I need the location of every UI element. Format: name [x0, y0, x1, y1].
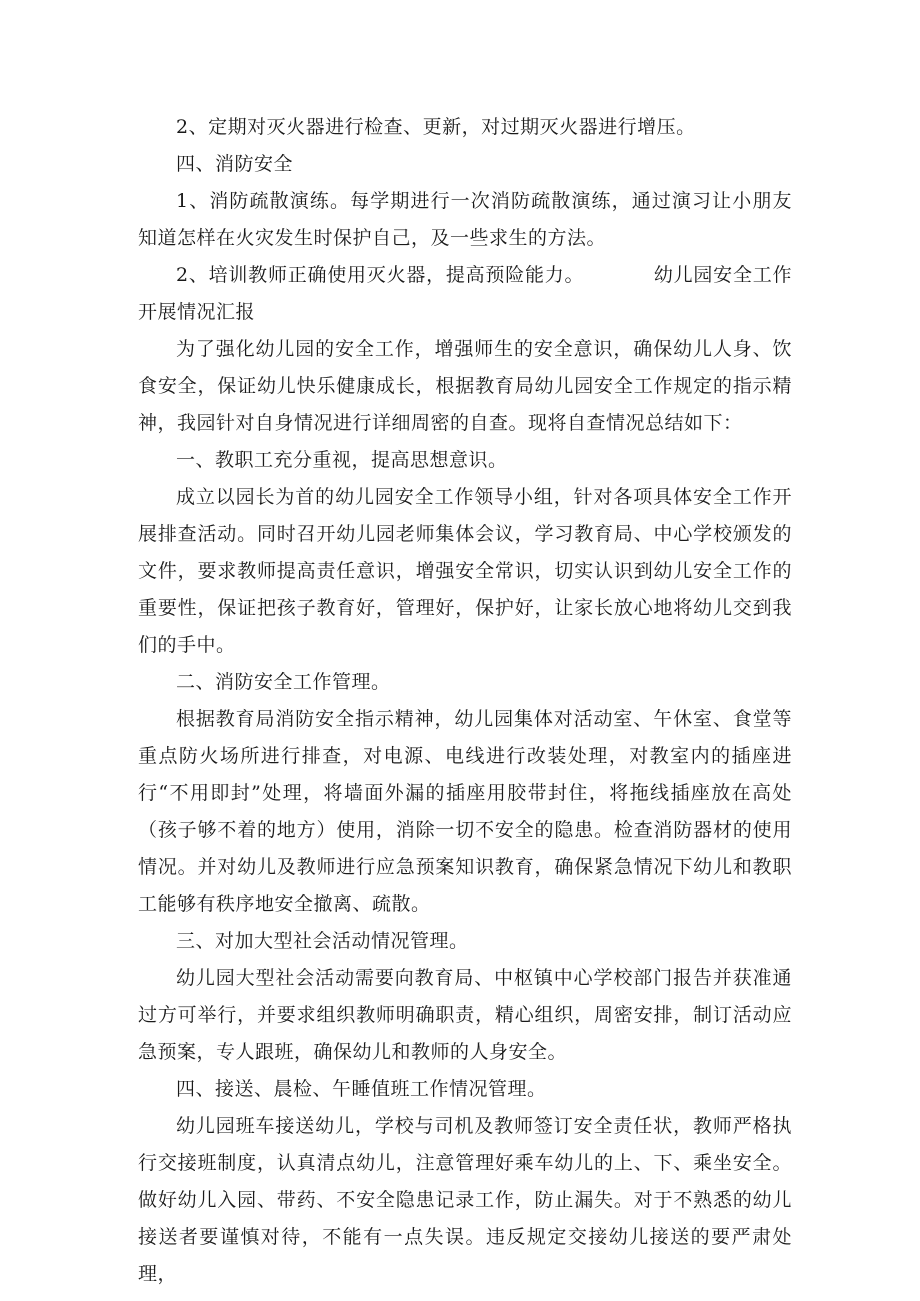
- paragraph-fire-inspection: 根据教育局消防安全指示精神，幼儿园集体对活动室、午休室、食堂等重点防火场所进行排查，对电源、电线进行改装处理，对教室内的插座进行“不用即封”处理，将墙面外漏的插座用胶带封住，将拖线插座放在高处（孩子够不着的地方）使用，消除一切不安全的隐患。检查消防器材的使用情况。并对幼儿及教师进行应急预案知识教育，确保紧急情况下幼儿和教职工能够有秩序地安全撤离、疏散。: [138, 708, 792, 915]
- document-body: [138, 109, 792, 1293]
- heading-fire-safety: 四、消防安全: [176, 153, 294, 175]
- paragraph-safety-leadership-group: 成立以园长为首的幼儿园安全工作领导小组，针对各项具体安全工作开展排查活动。同时召开幼儿园老师集体会议，学习教育局、中心学校颁发的文件，要求教师提高责任意识，增强安全常识，切实认识到幼儿安全工作的重要性，保证把孩子教育好，管理好，保护好，让家长放心地将幼儿交到我们的手中。: [138, 486, 792, 656]
- paragraph-large-activities: 幼儿园大型社会活动需要向教育局、中枢镇中心学校部门报告并获准通过方可举行，并要求组织教师明确职责，精心组织，周密安排，制订活动应急预案，专人跟班，确保幼儿和教师的人身安全。: [138, 967, 792, 1063]
- paragraph-training-and-report-title: 2、培训教师正确使用灭火器，提高预险能力。 幼儿园安全工作开展情况汇报: [138, 264, 792, 323]
- paragraph-evacuation-drill: 1、消防疏散演练。每学期进行一次消防疏散演练，通过演习让小朋友知道怎样在火灾发生时保护自己，及一些求生的方法。: [138, 190, 792, 249]
- paragraph-extinguisher-inspection: 2、定期对灭火器进行检查、更新，对过期灭火器进行增压。: [176, 116, 696, 138]
- heading-fire-safety-management: 二、消防安全工作管理。: [176, 671, 391, 693]
- heading-pickup-checkup-nap: 四、接送、晨检、午睡值班工作情况管理。: [176, 1078, 547, 1100]
- heading-social-activities: 三、对加大型社会活动情况管理。: [176, 930, 469, 952]
- paragraph-school-bus: 幼儿园班车接送幼儿，学校与司机及教师签订安全责任状，教师严格执行交接班制度，认真清点幼儿，注意管理好乘车幼儿的上、下、乘坐安全。做好幼儿入园、带药、不安全隐患记录工作，防止漏失。对于不熟悉的幼儿接送者要谨慎对待，不能有一点失误。违反规定交接幼儿接送的要严肃处理，: [138, 1115, 792, 1285]
- heading-staff-awareness: 一、教职工充分重视，提高思想意识。: [176, 449, 508, 471]
- paragraph-introduction: 为了强化幼儿园的安全工作，增强师生的安全意识，确保幼儿人身、饮食安全，保证幼儿快乐健康成长，根据教育局幼儿园安全工作规定的指示精神，我园针对自身情况进行详细周密的自查。现将自查情况总结如下：: [138, 338, 792, 434]
